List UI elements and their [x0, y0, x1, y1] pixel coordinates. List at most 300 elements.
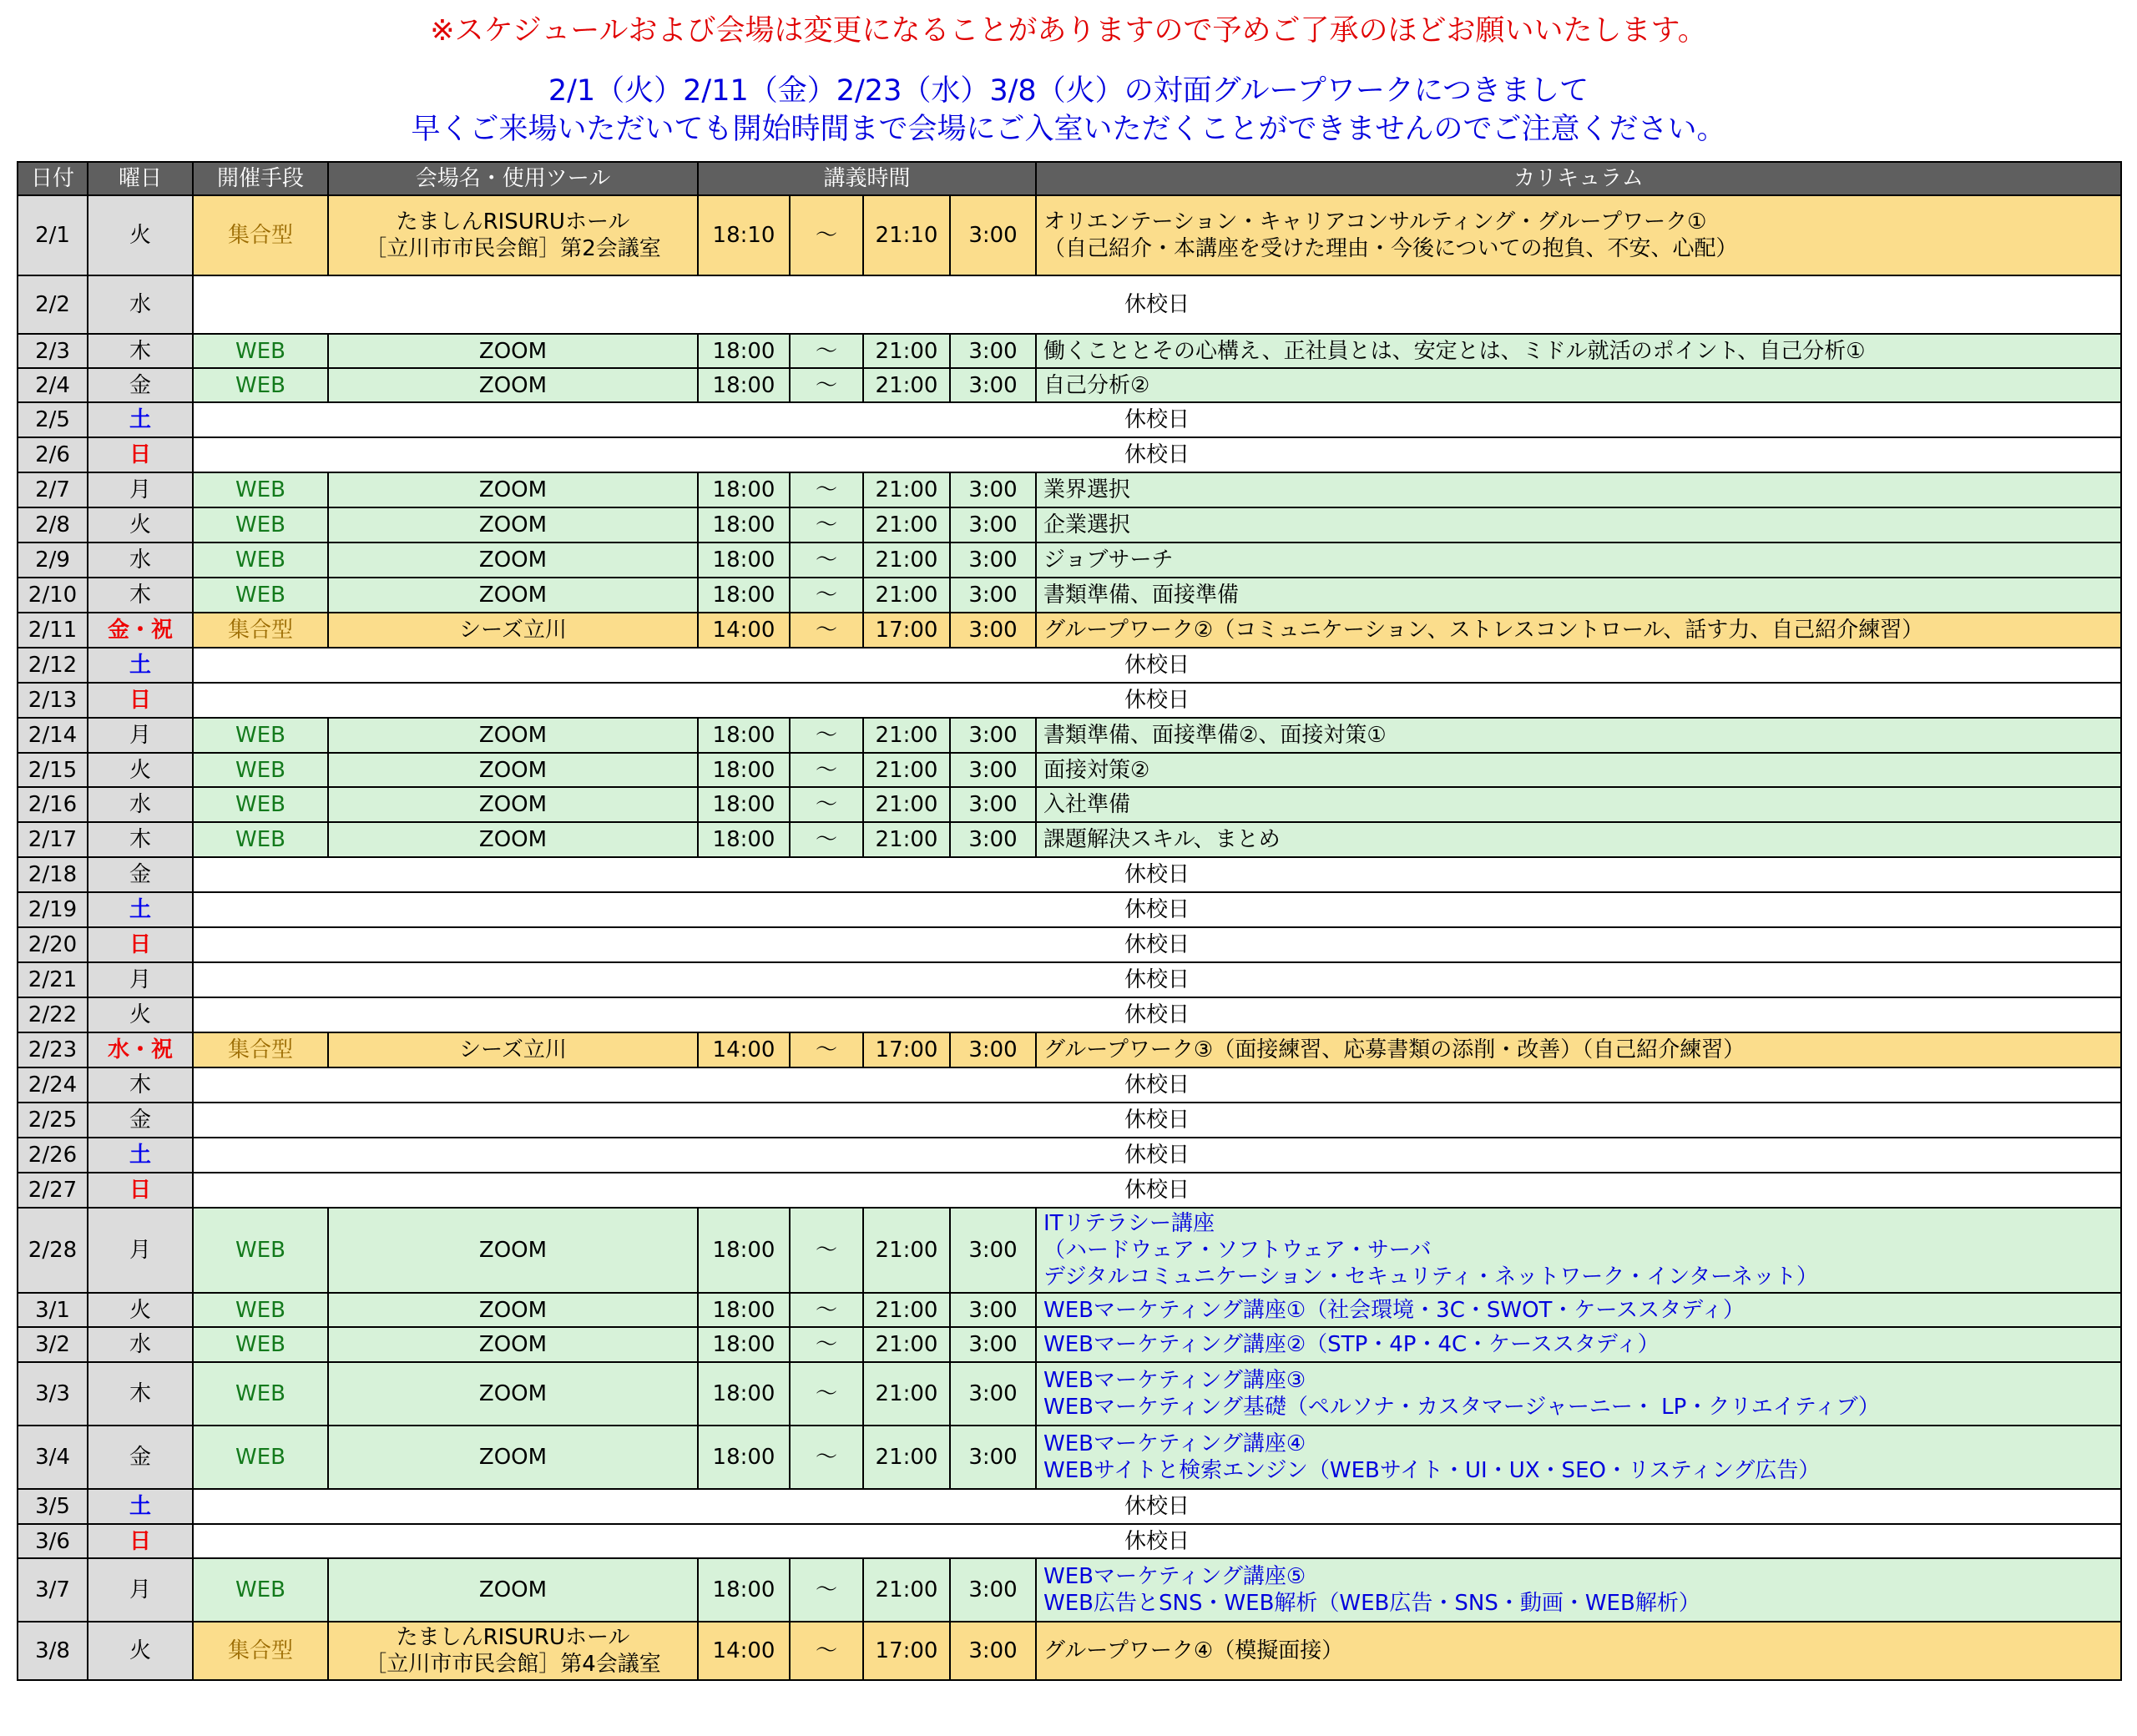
- venue-line: ZOOM: [478, 512, 548, 537]
- weekday-cell: 木: [88, 578, 193, 613]
- closed-day-cell: 休校日: [193, 927, 2121, 962]
- weekday-cell: 水: [88, 787, 193, 822]
- header-time: 講義時間: [698, 162, 1036, 195]
- venue-cell: [328, 753, 698, 787]
- end-time-cell: 21:00: [863, 472, 950, 507]
- end-time-cell: 21:00: [863, 1293, 950, 1327]
- curriculum-cell: [1036, 1622, 2121, 1680]
- end-time-cell: 21:00: [863, 578, 950, 613]
- weekday-cell: 月: [88, 1558, 193, 1622]
- start-time-cell: 18:00: [698, 1293, 790, 1327]
- table-row: [18, 402, 2121, 437]
- curriculum-cell: [1036, 1293, 2121, 1327]
- date-cell: 2/6: [18, 437, 88, 472]
- start-time-cell: 18:00: [698, 1208, 790, 1293]
- venue-line: たましんRISURUホール: [396, 209, 630, 235]
- curriculum-line: 課題解決スキル、まとめ: [1043, 827, 1281, 852]
- closed-day-cell: 休校日: [193, 857, 2121, 892]
- weekday-cell: 土: [88, 402, 193, 437]
- date-cell: 2/16: [18, 787, 88, 822]
- weekday-cell: 土: [88, 1489, 193, 1524]
- table-header-row: [18, 162, 2121, 195]
- table-row: [18, 822, 2121, 857]
- weekday-cell: 月: [88, 472, 193, 507]
- weekday-cell: 月: [88, 1208, 193, 1293]
- date-cell: 3/7: [18, 1558, 88, 1622]
- end-time-cell: 17:00: [863, 1032, 950, 1067]
- time-separator: ～: [790, 787, 863, 822]
- venue-cell: [328, 472, 698, 507]
- time-separator: ～: [790, 1558, 863, 1622]
- end-time-cell: 21:00: [863, 542, 950, 578]
- method-cell: 集合型: [193, 195, 328, 275]
- curriculum-line: WEBマーケティング基礎（ペルソナ・カスタマージャーニー・ LP・クリエイティブ）: [1043, 1395, 1880, 1420]
- table-row: [18, 962, 2121, 997]
- date-cell: 2/28: [18, 1208, 88, 1293]
- venue-cell: [328, 1293, 698, 1327]
- venue-line: ZOOM: [478, 1577, 548, 1602]
- time-separator: ～: [790, 195, 863, 275]
- duration-cell: 3:00: [950, 1327, 1036, 1362]
- start-time-cell: 14:00: [698, 1622, 790, 1680]
- table-row: [18, 1208, 2121, 1293]
- table-row: [18, 195, 2121, 275]
- method-cell: 集合型: [193, 613, 328, 648]
- table-row: [18, 472, 2121, 507]
- closed-day-cell: 休校日: [193, 1489, 2121, 1524]
- method-cell: WEB: [193, 753, 328, 787]
- date-cell: 2/2: [18, 275, 88, 334]
- method-cell: WEB: [193, 578, 328, 613]
- duration-cell: 3:00: [950, 1032, 1036, 1067]
- venue-cell: [328, 822, 698, 857]
- method-cell: WEB: [193, 1293, 328, 1327]
- duration-cell: 3:00: [950, 1426, 1036, 1489]
- table-row: [18, 1293, 2121, 1327]
- curriculum-cell: [1036, 542, 2121, 578]
- table-row: [18, 275, 2121, 334]
- curriculum-cell: [1036, 1362, 2121, 1426]
- start-time-cell: 18:00: [698, 718, 790, 753]
- date-cell: 2/21: [18, 962, 88, 997]
- weekday-cell: 水: [88, 542, 193, 578]
- time-separator: ～: [790, 1622, 863, 1680]
- method-cell: WEB: [193, 542, 328, 578]
- weekday-cell: 水: [88, 275, 193, 334]
- date-cell: 2/8: [18, 507, 88, 542]
- time-separator: ～: [790, 822, 863, 857]
- weekday-cell: 金: [88, 1426, 193, 1489]
- venue-cell: [328, 1622, 698, 1680]
- curriculum-line: デジタルコミュニケーション・セキュリティ・ネットワーク・インターネット）: [1043, 1264, 1818, 1289]
- curriculum-line: WEBマーケティング講座⑤: [1043, 1564, 1306, 1589]
- table-row: [18, 1067, 2121, 1103]
- curriculum-cell: [1036, 822, 2121, 857]
- table-row: [18, 578, 2121, 613]
- end-time-cell: 21:00: [863, 1426, 950, 1489]
- end-time-cell: 21:00: [863, 1327, 950, 1362]
- venue-line: ZOOM: [478, 338, 548, 364]
- weekday-cell: 日: [88, 683, 193, 718]
- weekday-cell: 火: [88, 753, 193, 787]
- curriculum-cell: [1036, 753, 2121, 787]
- closed-day-cell: 休校日: [193, 997, 2121, 1032]
- weekday-cell: 水・祝: [88, 1032, 193, 1067]
- closed-day-cell: 休校日: [193, 683, 2121, 718]
- date-cell: 2/15: [18, 753, 88, 787]
- venue-cell: [328, 1558, 698, 1622]
- start-time-cell: 18:00: [698, 542, 790, 578]
- start-time-cell: 18:00: [698, 1362, 790, 1426]
- venue-cell: [328, 613, 698, 648]
- date-cell: 2/11: [18, 613, 88, 648]
- schedule-change-notice: ※スケジュールおよび会場は変更になることがありますので予めご了承のほどお願いいたします。: [430, 14, 1707, 48]
- start-time-cell: 18:00: [698, 822, 790, 857]
- time-separator: ～: [790, 1362, 863, 1426]
- date-cell: 2/23: [18, 1032, 88, 1067]
- curriculum-cell: [1036, 613, 2121, 648]
- time-separator: ～: [790, 613, 863, 648]
- weekday-cell: 木: [88, 822, 193, 857]
- time-separator: ～: [790, 578, 863, 613]
- venue-line: ZOOM: [478, 792, 548, 817]
- venue-cell: [328, 1426, 698, 1489]
- end-time-cell: 21:00: [863, 1208, 950, 1293]
- duration-cell: 3:00: [950, 1208, 1036, 1293]
- curriculum-line: （ハードウェア・ソフトウェア・サーバ: [1043, 1238, 1432, 1263]
- table-row: [18, 1327, 2121, 1362]
- end-time-cell: 21:00: [863, 822, 950, 857]
- venue-line: ZOOM: [478, 1332, 548, 1357]
- duration-cell: 3:00: [950, 334, 1036, 368]
- start-time-cell: 18:10: [698, 195, 790, 275]
- end-time-cell: 21:00: [863, 368, 950, 402]
- curriculum-cell: [1036, 718, 2121, 753]
- weekday-cell: 土: [88, 892, 193, 927]
- weekday-cell: 火: [88, 195, 193, 275]
- closed-day-cell: 休校日: [193, 1173, 2121, 1208]
- time-separator: ～: [790, 368, 863, 402]
- method-cell: WEB: [193, 368, 328, 402]
- curriculum-cell: [1036, 1327, 2121, 1362]
- curriculum-line: オリエンテーション・キャリアコンサルティング・グループワーク①: [1043, 209, 1707, 235]
- duration-cell: 3:00: [950, 1293, 1036, 1327]
- table-row: [18, 542, 2121, 578]
- curriculum-cell: [1036, 1208, 2121, 1293]
- table-row: [18, 437, 2121, 472]
- curriculum-line: 面接対策②: [1043, 757, 1150, 783]
- curriculum-line: 企業選択: [1043, 512, 1131, 537]
- curriculum-cell: [1036, 1032, 2121, 1067]
- entry-notice-line2: 早くご来場いただいても開始時間まで会場にご入室いただくことができませんのでご注意ください。: [411, 113, 1726, 146]
- table-row: [18, 753, 2121, 787]
- method-cell: WEB: [193, 1426, 328, 1489]
- table-row: [18, 1426, 2121, 1489]
- duration-cell: 3:00: [950, 578, 1036, 613]
- end-time-cell: 17:00: [863, 1622, 950, 1680]
- start-time-cell: 18:00: [698, 1558, 790, 1622]
- method-cell: WEB: [193, 822, 328, 857]
- curriculum-line: グループワーク②（コミュニケーション、ストレスコントロール、話す力、自己紹介練習）: [1043, 618, 1924, 643]
- table-row: [18, 1103, 2121, 1138]
- table-row: [18, 334, 2121, 368]
- end-time-cell: 21:00: [863, 1558, 950, 1622]
- time-separator: ～: [790, 1208, 863, 1293]
- curriculum-line: グループワーク③（面接練習、応募書類の添削・改善）（自己紹介練習）: [1043, 1037, 1745, 1062]
- method-cell: WEB: [193, 1362, 328, 1426]
- date-cell: 2/25: [18, 1103, 88, 1138]
- curriculum-line: ITリテラシー講座: [1043, 1211, 1215, 1236]
- header-curriculum: カリキュラム: [1036, 162, 2121, 195]
- date-cell: 2/20: [18, 927, 88, 962]
- date-cell: 2/19: [18, 892, 88, 927]
- header-venue: 会場名・使用ツール: [328, 162, 698, 195]
- venue-cell: [328, 578, 698, 613]
- duration-cell: 3:00: [950, 368, 1036, 402]
- start-time-cell: 14:00: [698, 1032, 790, 1067]
- table-row: [18, 1032, 2121, 1067]
- date-cell: 3/3: [18, 1362, 88, 1426]
- time-separator: ～: [790, 472, 863, 507]
- time-separator: ～: [790, 1032, 863, 1067]
- venue-line: シーズ立川: [459, 618, 567, 643]
- weekday-cell: 木: [88, 334, 193, 368]
- duration-cell: 3:00: [950, 1622, 1036, 1680]
- method-cell: WEB: [193, 507, 328, 542]
- table-row: [18, 718, 2121, 753]
- end-time-cell: 17:00: [863, 613, 950, 648]
- closed-day-cell: 休校日: [193, 275, 2121, 334]
- date-cell: 2/5: [18, 402, 88, 437]
- table-row: [18, 368, 2121, 402]
- weekday-cell: 日: [88, 927, 193, 962]
- curriculum-line: 自己分析②: [1043, 372, 1150, 398]
- curriculum-cell: [1036, 507, 2121, 542]
- method-cell: WEB: [193, 334, 328, 368]
- venue-cell: [328, 542, 698, 578]
- method-cell: 集合型: [193, 1622, 328, 1680]
- venue-cell: [328, 1327, 698, 1362]
- closed-day-cell: 休校日: [193, 1524, 2121, 1558]
- weekday-cell: 火: [88, 507, 193, 542]
- weekday-cell: 水: [88, 1327, 193, 1362]
- header-date: 日付: [18, 162, 88, 195]
- schedule-body: [18, 195, 2121, 1680]
- duration-cell: 3:00: [950, 195, 1036, 275]
- start-time-cell: 14:00: [698, 613, 790, 648]
- table-row: [18, 857, 2121, 892]
- closed-day-cell: 休校日: [193, 437, 2121, 472]
- weekday-cell: 金: [88, 857, 193, 892]
- start-time-cell: 18:00: [698, 1426, 790, 1489]
- method-cell: WEB: [193, 1208, 328, 1293]
- date-cell: 3/4: [18, 1426, 88, 1489]
- time-separator: ～: [790, 507, 863, 542]
- duration-cell: 3:00: [950, 472, 1036, 507]
- duration-cell: 3:00: [950, 507, 1036, 542]
- end-time-cell: 21:10: [863, 195, 950, 275]
- date-cell: 3/2: [18, 1327, 88, 1362]
- method-cell: WEB: [193, 472, 328, 507]
- end-time-cell: 21:00: [863, 1362, 950, 1426]
- time-separator: ～: [790, 1426, 863, 1489]
- table-row: [18, 787, 2121, 822]
- venue-line: ZOOM: [478, 548, 548, 573]
- table-row: [18, 1622, 2121, 1680]
- weekday-cell: 月: [88, 962, 193, 997]
- venue-line: シーズ立川: [459, 1037, 567, 1062]
- weekday-cell: 木: [88, 1362, 193, 1426]
- curriculum-line: 書類準備、面接準備②、面接対策①: [1043, 723, 1387, 748]
- date-cell: 2/22: [18, 997, 88, 1032]
- weekday-cell: 金・祝: [88, 613, 193, 648]
- table-row: [18, 507, 2121, 542]
- curriculum-cell: [1036, 472, 2121, 507]
- curriculum-line: グループワーク④（模擬面接）: [1043, 1638, 1344, 1663]
- date-cell: 3/1: [18, 1293, 88, 1327]
- end-time-cell: 21:00: [863, 753, 950, 787]
- curriculum-line: WEB広告とSNS・WEB解析（WEB広告・SNS・動画・WEB解析）: [1043, 1591, 1700, 1616]
- weekday-cell: 金: [88, 368, 193, 402]
- end-time-cell: 21:00: [863, 787, 950, 822]
- weekday-cell: 日: [88, 1173, 193, 1208]
- start-time-cell: 18:00: [698, 472, 790, 507]
- curriculum-line: ジョブサーチ: [1043, 548, 1174, 573]
- entry-notice: [0, 72, 2137, 149]
- venue-cell: [328, 1208, 698, 1293]
- duration-cell: 3:00: [950, 822, 1036, 857]
- start-time-cell: 18:00: [698, 787, 790, 822]
- closed-day-cell: 休校日: [193, 1138, 2121, 1173]
- venue-line: ZOOM: [478, 1297, 548, 1323]
- weekday-cell: 火: [88, 1293, 193, 1327]
- curriculum-cell: [1036, 787, 2121, 822]
- end-time-cell: 21:00: [863, 718, 950, 753]
- curriculum-line: WEBマーケティング講座①（社会環境・3C・SWOT・ケーススタディ）: [1043, 1297, 1745, 1323]
- date-cell: 2/10: [18, 578, 88, 613]
- closed-day-cell: 休校日: [193, 962, 2121, 997]
- venue-line: ZOOM: [478, 827, 548, 852]
- table-row: [18, 1558, 2121, 1622]
- weekday-cell: 土: [88, 648, 193, 683]
- start-time-cell: 18:00: [698, 368, 790, 402]
- venue-line: ZOOM: [478, 757, 548, 783]
- end-time-cell: 21:00: [863, 507, 950, 542]
- date-cell: 3/5: [18, 1489, 88, 1524]
- date-cell: 2/24: [18, 1067, 88, 1103]
- start-time-cell: 18:00: [698, 1327, 790, 1362]
- venue-cell: [328, 787, 698, 822]
- closed-day-cell: 休校日: [193, 1103, 2121, 1138]
- date-cell: 2/27: [18, 1173, 88, 1208]
- date-cell: 2/17: [18, 822, 88, 857]
- venue-line: ZOOM: [478, 372, 548, 398]
- venue-line: ZOOM: [478, 1381, 548, 1406]
- time-separator: ～: [790, 718, 863, 753]
- date-cell: 2/13: [18, 683, 88, 718]
- weekday-cell: 日: [88, 437, 193, 472]
- closed-day-cell: 休校日: [193, 1067, 2121, 1103]
- duration-cell: 3:00: [950, 542, 1036, 578]
- start-time-cell: 18:00: [698, 334, 790, 368]
- venue-line: ZOOM: [478, 1445, 548, 1470]
- venue-cell: [328, 718, 698, 753]
- entry-notice-line1: 2/1（火）2/11（金）2/23（水）3/8（火）の対面グループワークにつきまして: [548, 74, 1589, 108]
- duration-cell: 3:00: [950, 613, 1036, 648]
- venue-cell: [328, 334, 698, 368]
- duration-cell: 3:00: [950, 1558, 1036, 1622]
- duration-cell: 3:00: [950, 753, 1036, 787]
- curriculum-cell: [1036, 368, 2121, 402]
- venue-line: ［立川市市民会館］第4会議室: [365, 1652, 661, 1677]
- method-cell: WEB: [193, 718, 328, 753]
- curriculum-line: （自己紹介・本講座を受けた理由・今後についての抱負、不安、心配）: [1043, 236, 1738, 261]
- date-cell: 2/1: [18, 195, 88, 275]
- method-cell: WEB: [193, 787, 328, 822]
- start-time-cell: 18:00: [698, 507, 790, 542]
- curriculum-line: WEBマーケティング講座④: [1043, 1431, 1306, 1456]
- weekday-cell: 金: [88, 1103, 193, 1138]
- header-dow: 曜日: [88, 162, 193, 195]
- curriculum-line: WEBマーケティング講座②（STP・4P・4C・ケーススタディ）: [1043, 1332, 1660, 1357]
- date-cell: 2/26: [18, 1138, 88, 1173]
- venue-line: ZOOM: [478, 583, 548, 608]
- date-cell: 2/3: [18, 334, 88, 368]
- duration-cell: 3:00: [950, 1362, 1036, 1426]
- header-method: 開催手段: [193, 162, 328, 195]
- date-cell: 2/9: [18, 542, 88, 578]
- table-row: [18, 1489, 2121, 1524]
- curriculum-line: WEBマーケティング講座③: [1043, 1368, 1306, 1393]
- table-row: [18, 613, 2121, 648]
- curriculum-cell: [1036, 1426, 2121, 1489]
- start-time-cell: 18:00: [698, 578, 790, 613]
- venue-line: ZOOM: [478, 1238, 548, 1263]
- schedule-table: [17, 161, 2122, 1681]
- weekday-cell: 火: [88, 1622, 193, 1680]
- date-cell: 2/14: [18, 718, 88, 753]
- curriculum-line: 入社準備: [1043, 792, 1131, 817]
- duration-cell: 3:00: [950, 787, 1036, 822]
- venue-cell: [328, 195, 698, 275]
- weekday-cell: 月: [88, 718, 193, 753]
- curriculum-line: 働くこととその心構え、正社員とは、安定とは、ミドル就活のポイント、自己分析①: [1043, 338, 1866, 364]
- closed-day-cell: 休校日: [193, 892, 2121, 927]
- date-cell: 2/4: [18, 368, 88, 402]
- start-time-cell: 18:00: [698, 753, 790, 787]
- weekday-cell: 火: [88, 997, 193, 1032]
- date-cell: 2/18: [18, 857, 88, 892]
- closed-day-cell: 休校日: [193, 402, 2121, 437]
- curriculum-cell: [1036, 195, 2121, 275]
- date-cell: 3/8: [18, 1622, 88, 1680]
- time-separator: ～: [790, 1327, 863, 1362]
- end-time-cell: 21:00: [863, 334, 950, 368]
- curriculum-cell: [1036, 334, 2121, 368]
- time-separator: ～: [790, 753, 863, 787]
- date-cell: 2/12: [18, 648, 88, 683]
- curriculum-cell: [1036, 1558, 2121, 1622]
- table-row: [18, 1138, 2121, 1173]
- venue-cell: [328, 1032, 698, 1067]
- date-cell: 2/7: [18, 472, 88, 507]
- venue-line: ［立川市市民会館］第2会議室: [365, 236, 661, 261]
- table-row: [18, 648, 2121, 683]
- time-separator: ～: [790, 1293, 863, 1327]
- curriculum-line: WEBサイトと検索エンジン（WEBサイト・UI・UX・SEO・リスティング広告）: [1043, 1458, 1821, 1483]
- table-row: [18, 683, 2121, 718]
- table-row: [18, 1362, 2121, 1426]
